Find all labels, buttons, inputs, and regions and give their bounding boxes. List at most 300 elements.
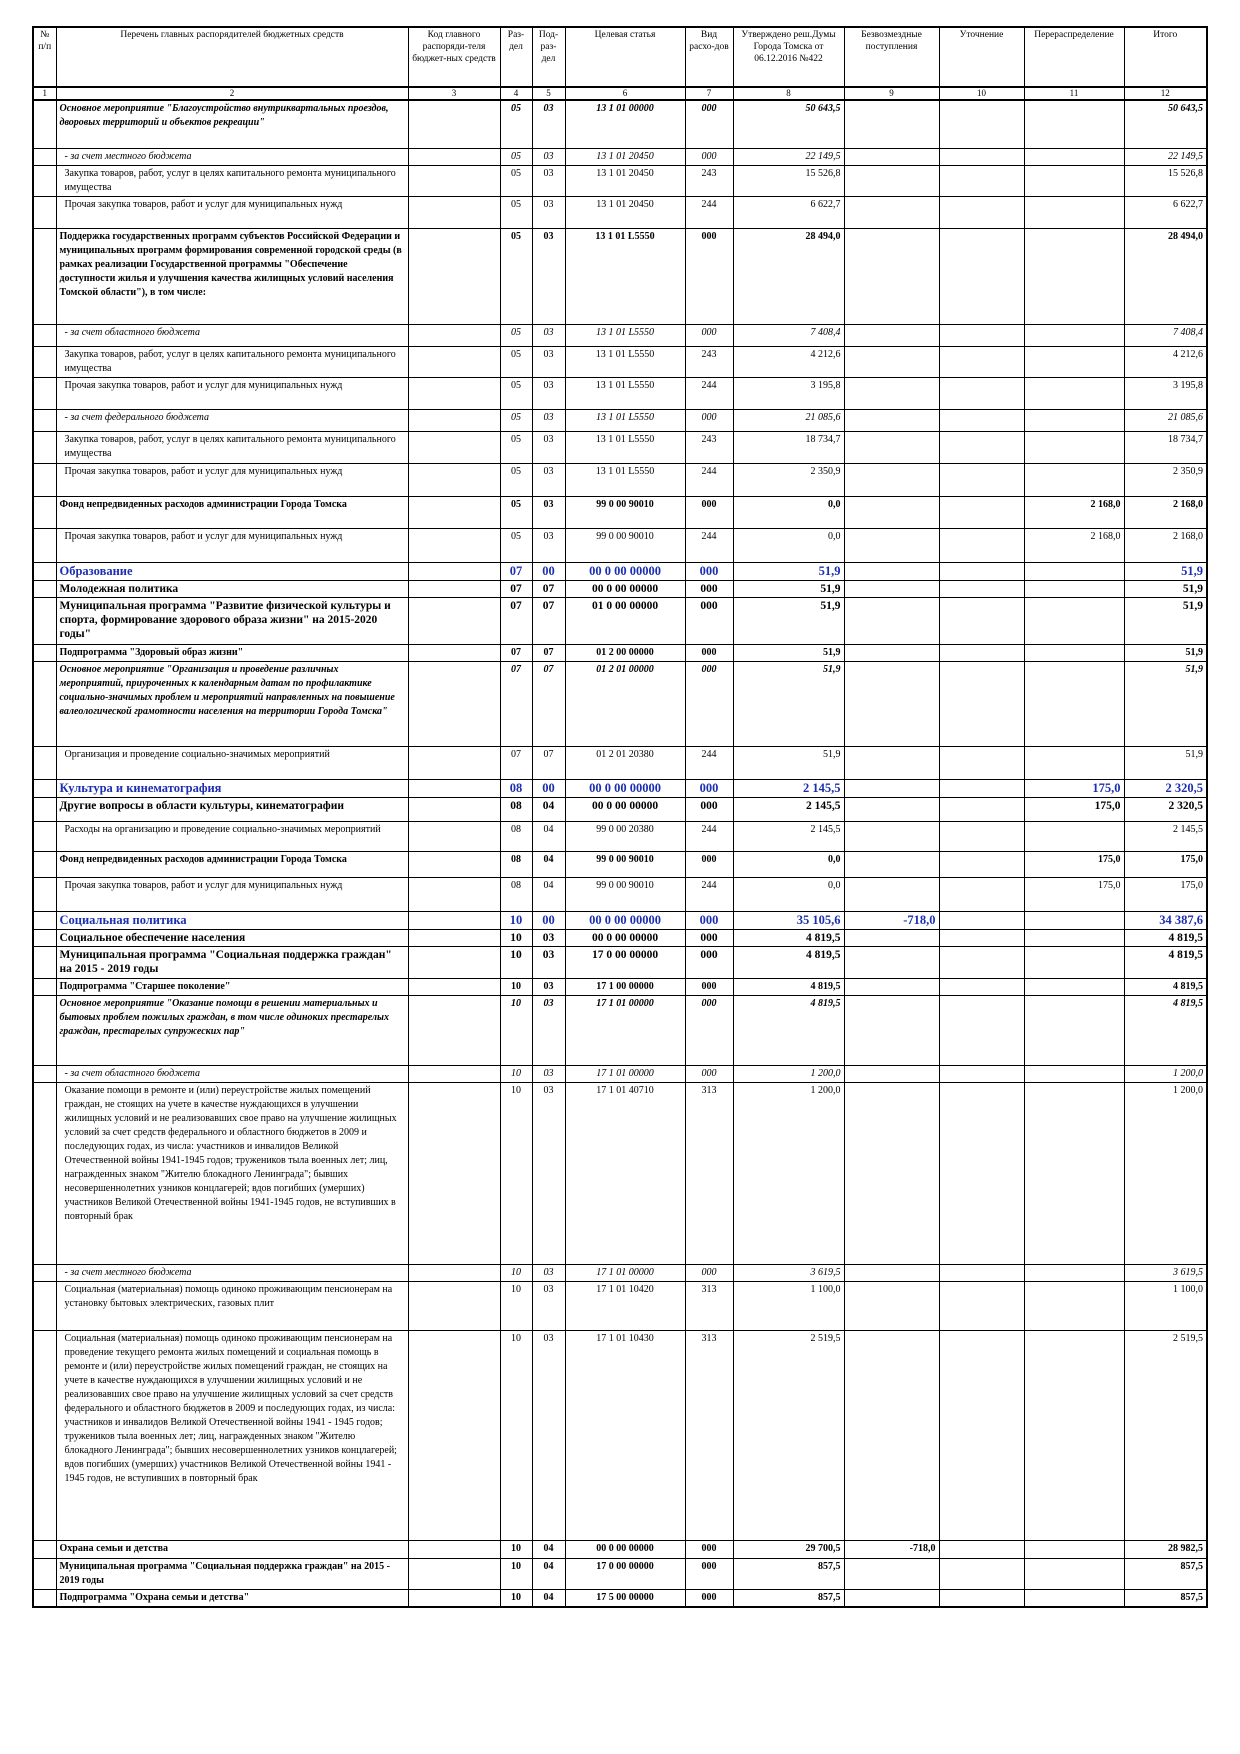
table-row [33,346,1207,377]
row-vid: 000 [685,978,733,995]
row-total: 51,9 [1124,644,1207,661]
row-podrazdel: 03 [532,324,565,346]
row-article: 13 1 01 L5550 [565,377,685,409]
row-vid: 000 [685,911,733,929]
row-article: 13 1 01 00000 [565,100,685,148]
row-approved: 51,9 [733,580,844,597]
row-refine [939,821,1024,851]
row-article: 99 0 00 90010 [565,528,685,562]
row-vid: 000 [685,661,733,746]
row-total: 51,9 [1124,580,1207,597]
row-number [33,644,56,661]
table-row [33,661,1207,746]
row-razdel: 07 [500,597,532,644]
row-razdel: 07 [500,580,532,597]
row-realloc [1024,580,1124,597]
row-name: Закупка товаров, работ, услуг в целях капитального ремонта муниципального имущества [56,431,408,463]
row-realloc [1024,228,1124,324]
row-number [33,431,56,463]
row-realloc [1024,644,1124,661]
row-number [33,377,56,409]
row-razdel: 08 [500,779,532,797]
row-vid: 244 [685,196,733,228]
row-number [33,821,56,851]
row-name: Прочая закупка товаров, работ и услуг для муниципальных нужд [56,196,408,228]
table-row [33,228,1207,324]
header-number: № п/п [33,27,56,87]
table-row [33,1540,1207,1558]
row-code [408,597,500,644]
row-realloc: 175,0 [1024,779,1124,797]
row-name: Прочая закупка товаров, работ и услуг для муниципальных нужд [56,463,408,496]
row-article: 13 1 01 L5550 [565,324,685,346]
row-number [33,746,56,779]
row-gratis [844,228,939,324]
row-name: Подпрограмма "Охрана семьи и детства" [56,1589,408,1607]
row-realloc [1024,431,1124,463]
row-number [33,324,56,346]
row-refine [939,1558,1024,1589]
row-refine [939,1540,1024,1558]
row-number [33,1082,56,1264]
row-podrazdel: 00 [532,779,565,797]
row-approved: 4 819,5 [733,946,844,978]
row-number [33,851,56,877]
row-podrazdel: 04 [532,821,565,851]
row-refine [939,779,1024,797]
row-code [408,409,500,431]
row-name: Прочая закупка товаров, работ и услуг для муниципальных нужд [56,528,408,562]
row-approved: 4 212,6 [733,346,844,377]
row-article: 99 0 00 90010 [565,496,685,528]
row-vid: 000 [685,946,733,978]
row-realloc [1024,929,1124,946]
row-total: 34 387,6 [1124,911,1207,929]
row-code [408,165,500,196]
row-total: 50 643,5 [1124,100,1207,148]
row-code [408,1589,500,1607]
row-refine [939,528,1024,562]
row-vid: 000 [685,1558,733,1589]
row-refine [939,1082,1024,1264]
row-approved: 0,0 [733,877,844,911]
row-gratis [844,580,939,597]
row-vid: 000 [685,148,733,165]
row-realloc [1024,1065,1124,1082]
row-razdel: 10 [500,929,532,946]
row-realloc [1024,911,1124,929]
header-vid: Вид расхо-дов [685,27,733,87]
row-realloc [1024,661,1124,746]
row-number [33,946,56,978]
row-podrazdel: 03 [532,1330,565,1540]
row-gratis [844,1065,939,1082]
row-gratis [844,851,939,877]
row-code [408,929,500,946]
table-row [33,978,1207,995]
row-vid: 000 [685,1065,733,1082]
row-realloc [1024,324,1124,346]
row-total: 1 200,0 [1124,1082,1207,1264]
row-vid: 313 [685,1082,733,1264]
row-razdel: 10 [500,1065,532,1082]
row-razdel: 10 [500,1589,532,1607]
row-approved: 857,5 [733,1589,844,1607]
row-number [33,1065,56,1082]
row-razdel: 08 [500,821,532,851]
row-name: Фонд непредвиденных расходов администрации Города Томска [56,851,408,877]
row-refine [939,496,1024,528]
row-approved: 0,0 [733,528,844,562]
row-code [408,851,500,877]
row-realloc [1024,148,1124,165]
row-gratis [844,1264,939,1281]
row-number [33,661,56,746]
row-podrazdel: 07 [532,644,565,661]
row-approved: 1 200,0 [733,1082,844,1264]
row-podrazdel: 04 [532,1540,565,1558]
row-podrazdel: 04 [532,1589,565,1607]
column-number: 11 [1024,87,1124,100]
row-total: 2 168,0 [1124,528,1207,562]
row-number [33,409,56,431]
row-code [408,946,500,978]
row-refine [939,644,1024,661]
table-row [33,409,1207,431]
row-vid: 244 [685,528,733,562]
table-body [33,100,1207,1607]
row-razdel: 10 [500,946,532,978]
row-gratis [844,196,939,228]
row-realloc [1024,165,1124,196]
row-refine [939,100,1024,148]
row-refine [939,851,1024,877]
table-row [33,911,1207,929]
row-podrazdel: 04 [532,851,565,877]
row-gratis [844,946,939,978]
row-number [33,779,56,797]
row-podrazdel: 03 [532,196,565,228]
row-podrazdel: 04 [532,797,565,821]
row-approved: 18 734,7 [733,431,844,463]
row-name: Муниципальная программа "Развитие физической культуры и спорта, формирование здорового образа жизни" на 2015-2020 годы" [56,597,408,644]
row-approved: 2 145,5 [733,821,844,851]
row-razdel: 10 [500,978,532,995]
header-razdel: Раз-дел [500,27,532,87]
row-vid: 244 [685,821,733,851]
row-total: 3 195,8 [1124,377,1207,409]
row-approved: 2 145,5 [733,779,844,797]
row-name: Закупка товаров, работ, услуг в целях капитального ремонта муниципального имущества [56,346,408,377]
row-code [408,148,500,165]
header-podrazdel: Под-раз-дел [532,27,565,87]
row-name: Фонд непредвиденных расходов администрации Города Томска [56,496,408,528]
row-realloc [1024,597,1124,644]
row-approved: 28 494,0 [733,228,844,324]
table-row [33,1558,1207,1589]
row-razdel: 05 [500,228,532,324]
table-row [33,496,1207,528]
row-gratis [844,165,939,196]
row-realloc [1024,946,1124,978]
row-vid: 313 [685,1330,733,1540]
row-article: 13 1 01 20450 [565,165,685,196]
row-vid: 000 [685,324,733,346]
table-header-row [33,27,1207,87]
row-gratis [844,995,939,1065]
header-refine: Уточнение [939,27,1024,87]
row-number [33,1589,56,1607]
column-number: 4 [500,87,532,100]
row-number [33,978,56,995]
row-razdel: 05 [500,409,532,431]
budget-table [32,26,1208,1608]
table-row [33,165,1207,196]
row-realloc [1024,196,1124,228]
row-code [408,431,500,463]
row-article: 99 0 00 90010 [565,851,685,877]
row-name: Другие вопросы в области культуры, кинематографии [56,797,408,821]
row-number [33,929,56,946]
row-refine [939,978,1024,995]
row-number [33,528,56,562]
row-approved: 51,9 [733,746,844,779]
row-gratis [844,877,939,911]
row-approved: 857,5 [733,1558,844,1589]
row-total: 857,5 [1124,1589,1207,1607]
row-realloc [1024,562,1124,580]
row-number [33,580,56,597]
row-article: 00 0 00 00000 [565,779,685,797]
header-approved: Утверждено реш.Думы Города Томска от 06.12.2016 №422 [733,27,844,87]
table-row [33,148,1207,165]
table-row [33,746,1207,779]
row-gratis [844,431,939,463]
row-code [408,1264,500,1281]
row-approved: 22 149,5 [733,148,844,165]
row-razdel: 05 [500,528,532,562]
row-gratis [844,597,939,644]
row-realloc [1024,463,1124,496]
row-approved: 0,0 [733,851,844,877]
row-podrazdel: 00 [532,911,565,929]
budget-sheet [32,26,1206,1608]
row-article: 17 1 01 40710 [565,1082,685,1264]
row-podrazdel: 03 [532,1281,565,1330]
row-number [33,597,56,644]
row-number [33,228,56,324]
row-name: - за счет областного бюджета [56,324,408,346]
column-number: 5 [532,87,565,100]
row-razdel: 08 [500,877,532,911]
row-number [33,1281,56,1330]
row-total: 4 819,5 [1124,946,1207,978]
table-row [33,946,1207,978]
row-gratis [844,496,939,528]
row-number [33,463,56,496]
row-name: Прочая закупка товаров, работ и услуг для муниципальных нужд [56,377,408,409]
row-refine [939,346,1024,377]
row-total: 51,9 [1124,562,1207,580]
row-gratis [844,1589,939,1607]
row-refine [939,562,1024,580]
row-realloc [1024,1540,1124,1558]
row-code [408,346,500,377]
row-approved: 4 819,5 [733,995,844,1065]
row-razdel: 05 [500,100,532,148]
row-total: 3 619,5 [1124,1264,1207,1281]
row-gratis [844,463,939,496]
row-razdel: 08 [500,797,532,821]
row-approved: 2 519,5 [733,1330,844,1540]
row-approved: 6 622,7 [733,196,844,228]
row-razdel: 07 [500,644,532,661]
row-article: 00 0 00 00000 [565,929,685,946]
row-podrazdel: 04 [532,1558,565,1589]
row-total: 6 622,7 [1124,196,1207,228]
row-name: Охрана семьи и детства [56,1540,408,1558]
row-vid: 244 [685,746,733,779]
row-total: 1 100,0 [1124,1281,1207,1330]
header-code: Код главного распоряди-теля бюджет-ных средств [408,27,500,87]
row-podrazdel: 03 [532,929,565,946]
table-row [33,463,1207,496]
row-gratis [844,929,939,946]
row-code [408,661,500,746]
row-refine [939,911,1024,929]
row-razdel: 10 [500,1264,532,1281]
row-realloc [1024,346,1124,377]
row-article: 13 1 01 20450 [565,148,685,165]
row-code [408,377,500,409]
row-name: - за счет местного бюджета [56,1264,408,1281]
row-podrazdel: 03 [532,946,565,978]
row-code [408,1330,500,1540]
row-gratis [844,644,939,661]
row-name: Прочая закупка товаров, работ и услуг для муниципальных нужд [56,877,408,911]
row-number [33,1540,56,1558]
row-vid: 000 [685,851,733,877]
row-razdel: 08 [500,851,532,877]
row-razdel: 07 [500,746,532,779]
row-code [408,746,500,779]
row-realloc [1024,1264,1124,1281]
header-name: Перечень главных распорядителей бюджетных средств [56,27,408,87]
row-name: Социальное обеспечение населения [56,929,408,946]
row-code [408,528,500,562]
row-code [408,1558,500,1589]
row-name: Социальная (материальная) помощь одиноко проживающим пенсионерам на установку бытовых электрических, газовых плит [56,1281,408,1330]
row-vid: 000 [685,1540,733,1558]
row-article: 17 1 01 10420 [565,1281,685,1330]
row-total: 18 734,7 [1124,431,1207,463]
table-row [33,597,1207,644]
row-total: 2 350,9 [1124,463,1207,496]
row-razdel: 05 [500,377,532,409]
row-vid: 000 [685,228,733,324]
row-article: 17 1 01 10430 [565,1330,685,1540]
table-row [33,580,1207,597]
row-realloc [1024,1281,1124,1330]
row-razdel: 10 [500,1281,532,1330]
row-vid: 000 [685,100,733,148]
row-article: 17 1 01 00000 [565,995,685,1065]
row-code [408,580,500,597]
table-row [33,644,1207,661]
row-gratis [844,324,939,346]
row-razdel: 05 [500,148,532,165]
row-approved: 7 408,4 [733,324,844,346]
table-row [33,797,1207,821]
row-code [408,1281,500,1330]
row-vid: 243 [685,165,733,196]
row-total: 2 320,5 [1124,779,1207,797]
row-name: Основное мероприятие "Оказание помощи в решении материальных и бытовых проблем пожилых граждан, в том числе одиноких престарелых граждан, престарелых супружеских пар" [56,995,408,1065]
row-podrazdel: 03 [532,1082,565,1264]
row-realloc [1024,995,1124,1065]
row-article: 13 1 01 20450 [565,196,685,228]
row-refine [939,228,1024,324]
row-vid: 243 [685,431,733,463]
row-gratis [844,562,939,580]
row-vid: 000 [685,929,733,946]
row-gratis [844,528,939,562]
row-article: 13 1 01 L5550 [565,431,685,463]
row-realloc [1024,409,1124,431]
row-number [33,877,56,911]
row-number [33,148,56,165]
row-realloc: 175,0 [1024,851,1124,877]
row-realloc [1024,1589,1124,1607]
table-row [33,779,1207,797]
row-approved: 2 350,9 [733,463,844,496]
row-refine [939,1264,1024,1281]
row-gratis [844,1330,939,1540]
row-podrazdel: 07 [532,661,565,746]
row-code [408,1540,500,1558]
row-realloc [1024,821,1124,851]
row-name: Поддержка государственных программ субъектов Российской Федерации и муниципальных программ формирования современной городской среды (в рамках реализации Государственной программы "Обеспечение доступности жилья и улучшения качества жилищных условий населения Томской области"), в том числе: [56,228,408,324]
row-razdel: 10 [500,911,532,929]
row-name: Расходы на организацию и проведение социально-значимых мероприятий [56,821,408,851]
table-row [33,324,1207,346]
row-number [33,911,56,929]
row-refine [939,1065,1024,1082]
row-approved: 51,9 [733,644,844,661]
row-razdel: 10 [500,1082,532,1264]
row-vid: 000 [685,779,733,797]
row-refine [939,995,1024,1065]
row-code [408,995,500,1065]
row-refine [939,196,1024,228]
column-number: 9 [844,87,939,100]
row-article: 00 0 00 00000 [565,562,685,580]
row-total: 51,9 [1124,661,1207,746]
row-total: 51,9 [1124,597,1207,644]
row-approved: 4 819,5 [733,978,844,995]
row-gratis [844,409,939,431]
header-realloc: Перераспределение [1024,27,1124,87]
row-razdel: 05 [500,346,532,377]
row-total: 7 408,4 [1124,324,1207,346]
row-article: 17 5 00 00000 [565,1589,685,1607]
row-code [408,228,500,324]
row-podrazdel: 07 [532,746,565,779]
row-gratis [844,661,939,746]
row-total: 4 212,6 [1124,346,1207,377]
table-row [33,1281,1207,1330]
table-row [33,1330,1207,1540]
